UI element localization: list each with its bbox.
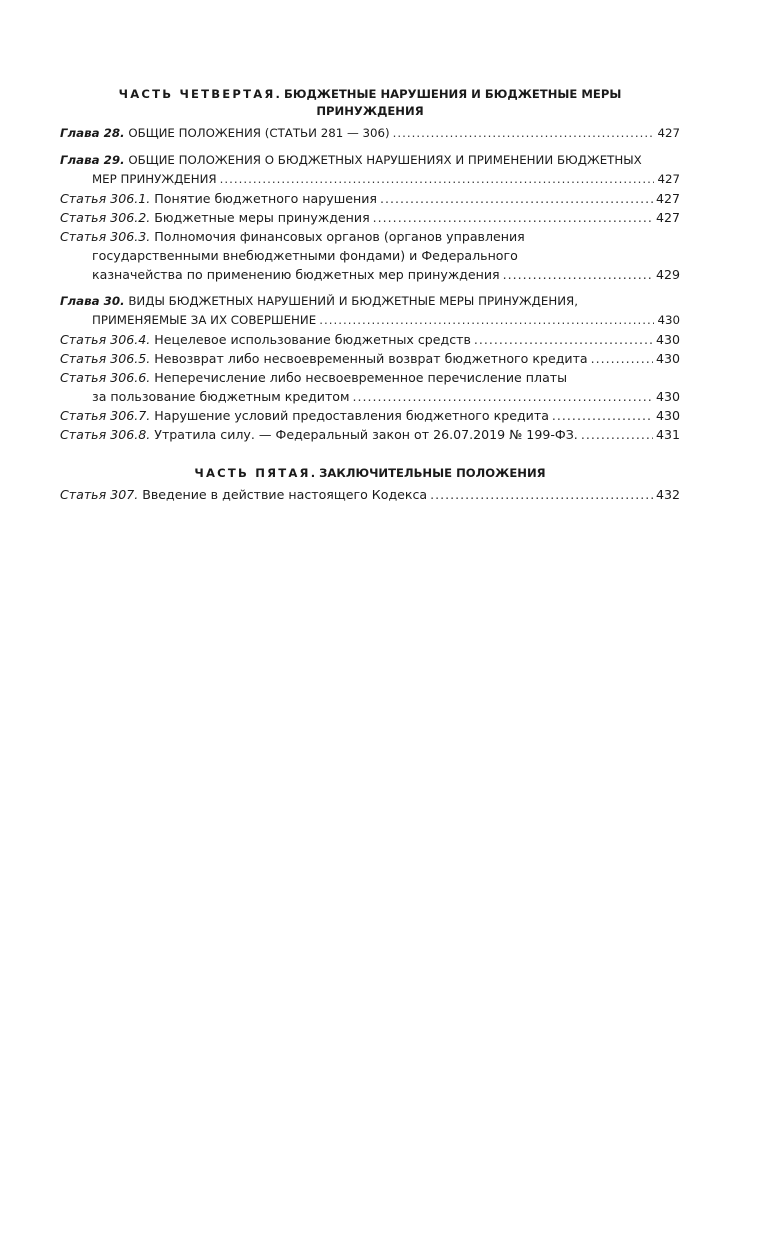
article-306-2-page: 427 (655, 210, 680, 225)
chapter-30-page: 430 (657, 313, 680, 327)
toc-article-306-4[interactable] (60, 330, 680, 349)
article-306-4-label: Статья 306.4. (60, 332, 151, 347)
article-306-7-page: 430 (655, 408, 680, 423)
article-306-6-title-line2: за пользование бюджетным кредитом (92, 389, 350, 404)
chapter-28-label: Глава 28. (60, 126, 125, 140)
part-four-title: БЮДЖЕТНЫЕ НАРУШЕНИЯ И БЮДЖЕТНЫЕ МЕРЫ (284, 87, 622, 101)
part-four-separator: . (275, 87, 280, 101)
article-307-title: Введение в действие настоящего Кодекса (142, 487, 428, 502)
article-306-3-label: Статья 306.3. (60, 229, 151, 244)
chapter-30-label: Глава 30. (60, 294, 125, 308)
article-306-3-title-line2: государственными внебюджетными фондами) и Федерального (92, 248, 518, 263)
chapter-29-page: 427 (657, 172, 680, 186)
dot-leader (353, 387, 653, 406)
article-306-6-label: Статья 306.6. (60, 370, 151, 385)
toc-article-306-6[interactable] (60, 368, 680, 406)
dot-leader (430, 485, 653, 504)
chapter-29-title-line2: МЕР ПРИНУЖДЕНИЯ (92, 172, 217, 186)
article-306-8-title: Утратила силу. — Федеральный закон от 26.07.2019 № 199-ФЗ. (154, 427, 578, 442)
article-306-6-page: 430 (655, 389, 680, 404)
toc-article-306-8[interactable] (60, 425, 680, 444)
dot-leader (474, 330, 653, 349)
chapter-29-label: Глава 29. (60, 153, 125, 167)
article-306-5-title: Невозврат либо несвоевременный возврат бюджетного кредита (154, 351, 588, 366)
dot-leader (380, 189, 653, 208)
chapter-30-title-line2: ПРИМЕНЯЕМЫЕ ЗА ИХ СОВЕРШЕНИЕ (92, 313, 317, 327)
dot-leader (319, 311, 654, 330)
part-five-heading (60, 465, 680, 482)
article-306-7-label: Статья 306.7. (60, 408, 151, 423)
dot-leader (393, 124, 655, 143)
chapter-30-title-line1: ВИДЫ БЮДЖЕТНЫХ НАРУШЕНИЙ И БЮДЖЕТНЫЕ МЕРЫ ПРИНУЖДЕНИЯ, (128, 294, 578, 308)
article-306-1-page: 427 (655, 191, 680, 206)
article-306-2-title: Бюджетные меры принуждения (154, 210, 370, 225)
part-five-separator: . (310, 466, 316, 480)
article-306-8-label: Статья 306.8. (60, 427, 151, 442)
toc-article-306-3[interactable] (60, 227, 680, 284)
article-306-1-label: Статья 306.1. (60, 191, 151, 206)
dot-leader (220, 170, 655, 189)
article-306-5-label: Статья 306.5. (60, 351, 151, 366)
dot-leader (373, 208, 653, 227)
article-306-6-title-line1: Неперечисление либо несвоевременное перечисление платы (154, 370, 568, 385)
article-306-1-title: Понятие бюджетного нарушения (154, 191, 377, 206)
table-of-contents (60, 86, 680, 504)
article-306-2-label: Статья 306.2. (60, 210, 151, 225)
article-306-3-title-line1: Полномочия финансовых органов (органов управления (154, 229, 525, 244)
part-five-title: ЗАКЛЮЧИТЕЛЬНЫЕ ПОЛОЖЕНИЯ (319, 466, 546, 480)
toc-chapter-29[interactable] (60, 151, 680, 189)
article-306-3-page: 429 (655, 267, 680, 282)
part-four-title-line2: ПРИНУЖДЕНИЯ (316, 104, 424, 118)
toc-article-306-5[interactable] (60, 349, 680, 368)
toc-article-306-1[interactable] (60, 189, 680, 208)
article-306-7-title: Нарушение условий предоставления бюджетного кредита (154, 408, 549, 423)
article-306-4-title: Нецелевое использование бюджетных средств (154, 332, 471, 347)
part-four-label: ЧАСТЬ ЧЕТВЕРТАЯ (118, 87, 276, 101)
dot-leader (591, 349, 653, 368)
article-306-5-page: 430 (655, 351, 680, 366)
toc-chapter-28[interactable] (60, 124, 680, 143)
dot-leader (581, 425, 653, 444)
toc-article-306-2[interactable] (60, 208, 680, 227)
article-306-8-page: 431 (655, 427, 680, 442)
chapter-28-title: ОБЩИЕ ПОЛОЖЕНИЯ (СТАТЬИ 281 — 306) (128, 126, 390, 140)
part-five-label: ЧАСТЬ ПЯТАЯ (194, 466, 311, 480)
chapter-28-page: 427 (657, 126, 680, 140)
article-306-4-page: 430 (655, 332, 680, 347)
article-307-label: Статья 307. (60, 487, 139, 502)
part-four-heading (60, 86, 680, 120)
article-306-3-title-line3: казначейства по применению бюджетных мер принуждения (92, 267, 500, 282)
dot-leader (503, 265, 653, 284)
toc-article-307[interactable] (60, 485, 680, 504)
dot-leader (552, 406, 653, 425)
toc-article-306-7[interactable] (60, 406, 680, 425)
chapter-29-title-line1: ОБЩИЕ ПОЛОЖЕНИЯ О БЮДЖЕТНЫХ НАРУШЕНИЯХ И ПРИМЕНЕНИИ БЮДЖЕТНЫХ (128, 153, 642, 167)
article-307-page: 432 (655, 487, 680, 502)
toc-chapter-30[interactable] (60, 292, 680, 330)
